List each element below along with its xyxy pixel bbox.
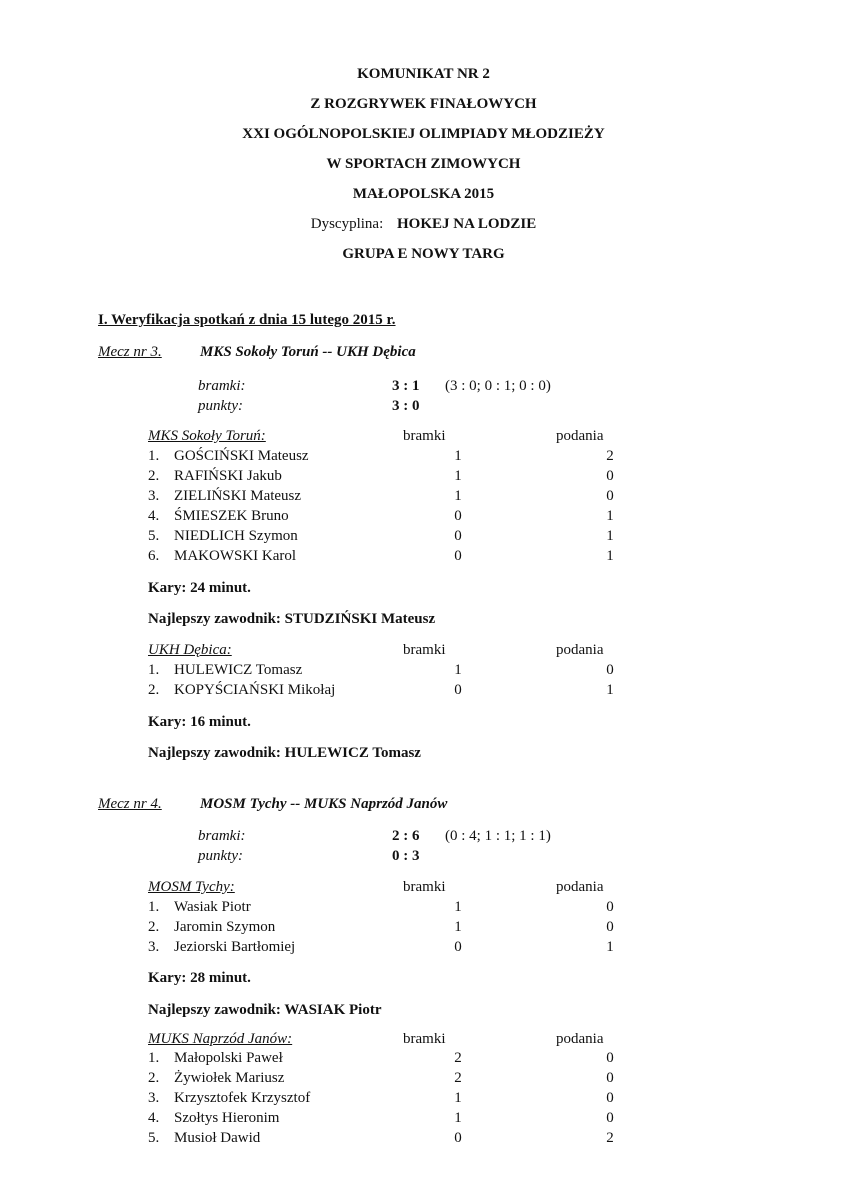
player-goals: 1 [454,1090,462,1106]
player-assists: 0 [606,1050,614,1066]
player-number: 3. [148,1090,160,1106]
player-name: Małopolski Paweł [174,1050,283,1066]
header-line-1: KOMUNIKAT NR 2 [357,66,490,82]
col-assists-header: podania [556,879,604,895]
player-assists: 0 [606,919,614,935]
penalties: Kary: 28 minut. [148,970,251,986]
section-title: I. Weryfikacja spotkań z dnia 15 lutego 2015 r. [98,312,396,328]
col-assists-header: podania [556,1031,604,1047]
player-number: 2. [148,682,160,698]
player-name: RAFIŃSKI Jakub [174,468,282,484]
match-3-title: MKS Sokoły Toruń -- UKH Dębica [200,344,416,360]
match-3-periods: (3 : 0; 0 : 1; 0 : 0) [445,378,551,394]
player-goals: 0 [454,528,462,544]
player-number: 3. [148,488,160,504]
player-goals: 0 [454,682,462,698]
player-assists: 0 [606,1110,614,1126]
match-4-label: Mecz nr 4. [98,796,162,812]
player-number: 1. [148,662,160,678]
col-assists-header: podania [556,642,604,658]
player-number: 5. [148,1130,160,1146]
player-name: Krzysztofek Krzysztof [174,1090,311,1106]
header-line-5: MAŁOPOLSKA 2015 [352,186,495,202]
player-assists: 1 [606,548,614,564]
player-assists: 0 [606,1090,614,1106]
player-assists: 0 [606,488,614,504]
player-number: 3. [148,939,160,955]
player-goals: 1 [454,488,462,504]
player-name: Żywiołek Mariusz [174,1070,285,1086]
player-name: KOPYŚCIAŃSKI Mikołaj [174,682,336,698]
player-number: 5. [148,528,160,544]
player-name: Jaromin Szymon [174,919,276,935]
best-player: Najlepszy zawodnik: HULEWICZ Tomasz [148,745,421,761]
player-number: 2. [148,919,160,935]
player-assists: 0 [606,468,614,484]
header-line-3: XXI OGÓLNOPOLSKIEJ OLIMPIADY MŁODZIEŻY [242,126,605,142]
player-number: 1. [148,1050,160,1066]
discipline-value: HOKEJ NA LODZIE [397,216,537,232]
player-number: 1. [148,448,160,464]
match-3-points-label: punkty: [198,398,243,414]
player-number: 6. [148,548,160,564]
player-name: Musioł Dawid [174,1130,261,1146]
player-name: MAKOWSKI Karol [174,548,297,564]
player-goals: 0 [454,939,462,955]
team-name: MOSM Tychy: [148,879,235,895]
player-assists: 1 [606,528,614,544]
player-number: 2. [148,1070,160,1086]
player-assists: 1 [606,682,614,698]
player-name: Szołtys Hieronim [174,1110,280,1126]
discipline-line [0,216,847,233]
penalties: Kary: 24 minut. [148,580,251,596]
match-3-label: Mecz nr 3. [98,344,162,360]
match-3-points: 3 : 0 [392,398,420,414]
match-3-goals-label: bramki: [198,378,246,394]
player-goals: 1 [454,899,462,915]
team-name: MKS Sokoły Toruń: [148,428,266,444]
team-name: MUKS Naprzód Janów: [148,1031,293,1047]
player-name: Wasiak Piotr [174,899,251,915]
best-player: Najlepszy zawodnik: STUDZIŃSKI Mateusz [148,611,436,627]
match-3-score: 3 : 1 [392,378,420,394]
player-assists: 0 [606,899,614,915]
player-goals: 0 [454,1130,462,1146]
player-goals: 1 [454,1110,462,1126]
col-assists-header: podania [556,428,604,444]
player-goals: 2 [454,1050,462,1066]
best-player: Najlepszy zawodnik: WASIAK Piotr [148,1002,382,1018]
col-goals-header: bramki [403,428,446,444]
col-goals-header: bramki [403,1031,446,1047]
player-name: ŚMIESZEK Bruno [174,508,289,524]
player-number: 1. [148,899,160,915]
match-4-points-label: punkty: [198,848,243,864]
header-line-2: Z ROZGRYWEK FINAŁOWYCH [310,96,537,112]
player-number: 4. [148,1110,160,1126]
discipline-label: Dyscyplina: [310,216,384,232]
player-goals: 2 [454,1070,462,1086]
player-assists: 0 [606,662,614,678]
player-name: NIEDLICH Szymon [174,528,298,544]
player-number: 4. [148,508,160,524]
col-goals-header: bramki [403,642,446,658]
team-name: UKH Dębica: [148,642,232,658]
player-assists: 2 [606,448,614,464]
player-assists: 2 [606,1130,614,1146]
penalties: Kary: 16 minut. [148,714,251,730]
player-goals: 1 [454,662,462,678]
player-name: HULEWICZ Tomasz [174,662,303,678]
player-goals: 0 [454,548,462,564]
player-goals: 1 [454,468,462,484]
match-4-score: 2 : 6 [392,828,420,844]
match-4-points: 0 : 3 [392,848,420,864]
match-4-periods: (0 : 4; 1 : 1; 1 : 1) [445,828,551,844]
col-goals-header: bramki [403,879,446,895]
match-4-goals-label: bramki: [198,828,246,844]
match-4-title: MOSM Tychy -- MUKS Naprzód Janów [200,796,448,812]
player-goals: 0 [454,508,462,524]
group-title: GRUPA E NOWY TARG [342,246,505,262]
player-number: 2. [148,468,160,484]
player-name: ZIELIŃSKI Mateusz [174,488,302,504]
header-line-4: W SPORTACH ZIMOWYCH [326,156,521,172]
player-assists: 1 [606,939,614,955]
player-assists: 0 [606,1070,614,1086]
player-name: GOŚCIŃSKI Mateusz [174,448,309,464]
player-goals: 1 [454,448,462,464]
player-assists: 1 [606,508,614,524]
player-name: Jeziorski Bartłomiej [174,939,296,955]
player-goals: 1 [454,919,462,935]
